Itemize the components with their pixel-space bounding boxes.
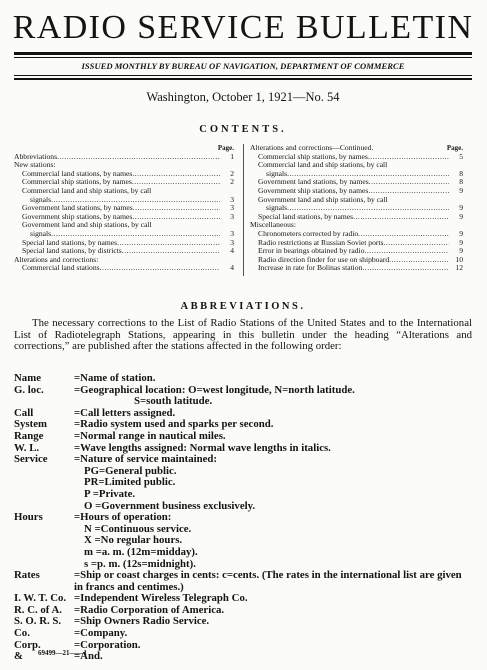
contents-entry-label: Government ship stations, by names <box>258 186 369 195</box>
contents-entry-page: 9 <box>459 203 463 213</box>
abbreviations-heading: ABBREVIATIONS. <box>180 301 306 312</box>
abbreviation-value: =Wave lengths assigned: Normal wave lengths in italics. <box>74 441 331 454</box>
contents-entry-page: 2 <box>230 168 234 178</box>
abbreviation-subentry: m =a. m. (12m=midday). <box>84 545 198 558</box>
leader-dots <box>51 196 220 205</box>
contents-entry <box>14 256 234 265</box>
abbreviation-value: =And. <box>74 650 103 663</box>
contents-entry-page: 9 <box>459 246 463 256</box>
contents-entry-page: 8 <box>459 168 463 178</box>
abbreviations-intro <box>14 318 472 353</box>
contents-entry <box>14 247 234 256</box>
contents-entry <box>250 221 463 230</box>
contents-entry <box>250 196 463 205</box>
leader-dots <box>389 256 449 265</box>
leader-dots <box>353 213 449 222</box>
contents-entry-page: 9 <box>459 228 463 238</box>
abbreviation-value: =Nature of service maintained: <box>74 453 217 466</box>
abbreviation-key: Service <box>14 453 48 466</box>
leader-dots <box>365 247 450 256</box>
abbreviation-subentry: PR=Limited public. <box>84 476 176 489</box>
contents-entry-page: 8 <box>459 177 463 187</box>
leader-dots <box>57 153 220 162</box>
contents-entry <box>250 161 463 170</box>
abbreviation-key: Name <box>14 372 41 384</box>
contents-entry <box>14 196 234 205</box>
contents-entry-label: Government land and ship stations, by call <box>258 195 388 204</box>
contents-right-column <box>250 144 463 273</box>
contents-entry <box>250 230 463 239</box>
abbreviation-value: =Call letters assigned. <box>74 406 176 419</box>
contents-entry <box>14 187 234 196</box>
contents-entry <box>250 239 463 248</box>
abbreviation-subentry: P =Private. <box>84 487 136 500</box>
contents-entry-label: Government land and ship stations, by call <box>22 221 152 230</box>
contents-entry-label: Special land stations, by districts <box>22 247 122 256</box>
contents-heading: CONTENTS. <box>199 124 287 135</box>
leader-dots <box>368 187 449 196</box>
leader-dots <box>132 178 220 187</box>
abbreviation-subentry: PG=General public. <box>84 464 177 477</box>
abbreviation-subentry: s =p. m. (12s=midnight). <box>84 557 196 570</box>
abbreviation-value: =Name of station. <box>74 372 156 384</box>
leader-dots <box>368 153 449 162</box>
contents-entry-page: 5 <box>459 151 463 161</box>
contents-entry-label: Abbreviations <box>14 152 58 161</box>
leader-dots <box>358 230 449 239</box>
contents-entry-label: signals <box>266 169 288 178</box>
abbreviation-key: R. C. of A. <box>14 603 62 616</box>
leader-dots <box>384 239 450 248</box>
contents-entry-label: signals <box>30 195 52 204</box>
contents-entry <box>14 153 234 162</box>
leader-dots <box>122 247 220 256</box>
contents-entry-label: signals <box>266 204 288 213</box>
contents-entry-label: Error in bearings obtained by radio <box>258 247 365 256</box>
contents-entry <box>14 239 234 248</box>
contents-entry-label: Miscellaneous: <box>250 221 296 230</box>
leader-dots <box>133 204 220 213</box>
leader-dots <box>369 178 449 187</box>
contents-entry-label: Government ship stations, by names <box>22 212 133 221</box>
contents-entry-label: Commercial ship stations, by names <box>22 178 132 187</box>
abbreviation-value: =Normal range in nautical miles. <box>74 429 226 442</box>
bulletin-subtitle: ISSUED MONTHLY BY BUREAU OF NAVIGATION, DEPARTMENT OF COMMERCE <box>81 61 405 71</box>
abbreviation-subentry: N =Continuous service. <box>84 522 192 535</box>
contents-entry <box>250 178 463 187</box>
contents-entry <box>250 187 463 196</box>
abbreviation-value: =Geographical location: O=west longitude, N=north latitude. <box>74 383 355 396</box>
contents-entry <box>14 170 234 179</box>
contents-entry <box>14 264 234 273</box>
contents-entry-label: signals <box>30 229 52 238</box>
leader-dots <box>117 239 220 248</box>
contents-entry-label: Special land stations, by names <box>258 212 354 221</box>
abbreviation-key: Range <box>14 429 44 442</box>
page-column-header: Page. <box>446 144 463 152</box>
contents-entry-page: 3 <box>230 211 234 221</box>
contents-entry-page: 1 <box>230 151 234 161</box>
contents-entry <box>250 247 463 256</box>
contents-entry <box>250 256 463 265</box>
contents-entry <box>250 213 463 222</box>
contents-entry-label: Radio restrictions at Russian Soviet ports <box>258 238 384 247</box>
contents-entry-page: 3 <box>230 203 234 213</box>
contents-entry-page: 9 <box>459 211 463 221</box>
abbreviation-value: =Ship or coast charges in cents: c=cents. (The rates in the international list are given in francs and centimes.) <box>74 569 462 593</box>
page-column-header: Page. <box>217 144 234 152</box>
contents-entry-label: Commercial ship stations, by names <box>258 152 368 161</box>
contents-left-column <box>14 144 234 273</box>
dateline: Washington, October 1, 1921—No. 54 <box>146 90 340 104</box>
contents-entry-label: Radio direction finder for use on shipboard <box>258 255 390 264</box>
abbreviation-value: =Radio system used and sparks per second. <box>74 418 274 431</box>
contents-entry-page: 4 <box>230 263 234 273</box>
contents-entry-page: 4 <box>230 246 234 256</box>
contents-entry-label: Special land stations, by names <box>22 238 118 247</box>
contents-entry-page: 9 <box>459 185 463 195</box>
contents-entry-label: Chronometers corrected by radio <box>258 229 359 238</box>
abbreviation-key: Hours <box>14 511 43 524</box>
leader-dots <box>362 264 449 273</box>
abbreviation-entry <box>14 385 472 397</box>
leader-dots <box>287 204 449 213</box>
subtitle-rule-thin <box>14 75 472 76</box>
contents-entry-label: Increase in rate for Bolinas station <box>258 264 363 273</box>
abbreviation-entry <box>14 431 472 443</box>
abbreviation-entry <box>14 512 472 524</box>
print-code: 69499—21——1 <box>38 649 87 657</box>
contents-entry <box>250 153 463 162</box>
contents-entry <box>14 213 234 222</box>
abbreviation-value: =Independent Wireless Telegraph Co. <box>74 592 248 605</box>
contents-entry-label: New stations: <box>14 161 56 170</box>
leader-dots <box>51 230 220 239</box>
contents-entry-label: Commercial land and ship stations, by call <box>22 186 152 195</box>
abbreviation-value: =Ship Owners Radio Service. <box>74 615 210 628</box>
title-rule-thick <box>14 52 472 55</box>
contents-divider <box>243 144 244 276</box>
leader-dots <box>100 264 220 273</box>
contents-entry <box>14 204 234 213</box>
contents-entry <box>14 178 234 187</box>
abbreviation-key: W. L. <box>14 441 40 454</box>
abbreviation-key: System <box>14 418 47 431</box>
contents-entry-page: 3 <box>230 237 234 247</box>
leader-dots <box>287 170 449 179</box>
abbreviation-key: I. W. T. Co. <box>14 592 67 605</box>
contents-entry-label: Commercial land stations, by names <box>22 169 133 178</box>
title-rule-thin <box>14 57 472 58</box>
abbreviation-value: =Corporation. <box>74 638 141 651</box>
abbreviation-entry <box>14 570 472 593</box>
contents-entry-page: 3 <box>230 228 234 238</box>
abbreviation-key: Corp. <box>14 638 41 651</box>
abbreviation-key: & <box>14 650 23 663</box>
contents-entry-page: 12 <box>455 263 463 273</box>
contents-entry-page: 9 <box>459 237 463 247</box>
contents-entry <box>250 264 463 273</box>
contents-entry-label: Government land stations, by names <box>258 178 369 187</box>
contents-entry-page: 3 <box>230 194 234 204</box>
contents-entry <box>14 221 234 230</box>
contents-entry-label: Alterations and corrections: <box>14 255 99 264</box>
leader-dots <box>132 170 220 179</box>
contents-entry-page: 2 <box>230 177 234 187</box>
subtitle-rule-thick <box>14 78 472 80</box>
contents-entry <box>250 170 463 179</box>
bulletin-title: RADIO SERVICE BULLETIN <box>12 9 474 46</box>
contents-entry <box>250 204 463 213</box>
contents-entry-label: Commercial land and ship stations, by call <box>258 161 388 170</box>
contents-entry <box>14 230 234 239</box>
abbreviations-list <box>14 373 472 663</box>
contents-right-header: Alterations and corrections—Continued. <box>250 144 374 152</box>
abbreviation-value: =Radio Corporation of America. <box>74 603 225 616</box>
contents-entry-page: 10 <box>455 254 463 264</box>
contents-right-header-row <box>250 144 463 153</box>
intro-paragraph: The necessary corrections to the List of Radio Stations of the United States and to the International List of Radiotelegraph Stations, appearing in this bulletin under the heading “Alterations and corrections,” are published after the stations affected in the following order: <box>14 317 472 353</box>
abbreviation-key: Call <box>14 406 34 419</box>
abbreviation-key: S. O. R. S. <box>14 615 62 628</box>
abbreviation-subentry: O =Government business exclusively. <box>84 499 256 512</box>
abbreviation-value: =Hours of operation: <box>74 511 172 524</box>
abbreviation-key: Rates <box>14 569 40 582</box>
abbreviation-subentry: X =No regular hours. <box>84 534 183 547</box>
contents-entry <box>14 161 234 170</box>
abbreviation-subentry: S=south latitude. <box>134 395 213 408</box>
contents-entry-label: Government land stations, by names <box>22 204 133 213</box>
abbreviation-key: Co. <box>14 627 30 640</box>
abbreviation-key: G. loc. <box>14 383 44 396</box>
contents-entry-label: Commercial land stations <box>22 264 100 273</box>
abbreviation-entry <box>14 373 472 385</box>
abbreviation-entry <box>14 628 472 640</box>
abbreviation-value: =Company. <box>74 627 128 640</box>
abbreviation-entry <box>14 454 472 466</box>
leader-dots <box>132 213 220 222</box>
